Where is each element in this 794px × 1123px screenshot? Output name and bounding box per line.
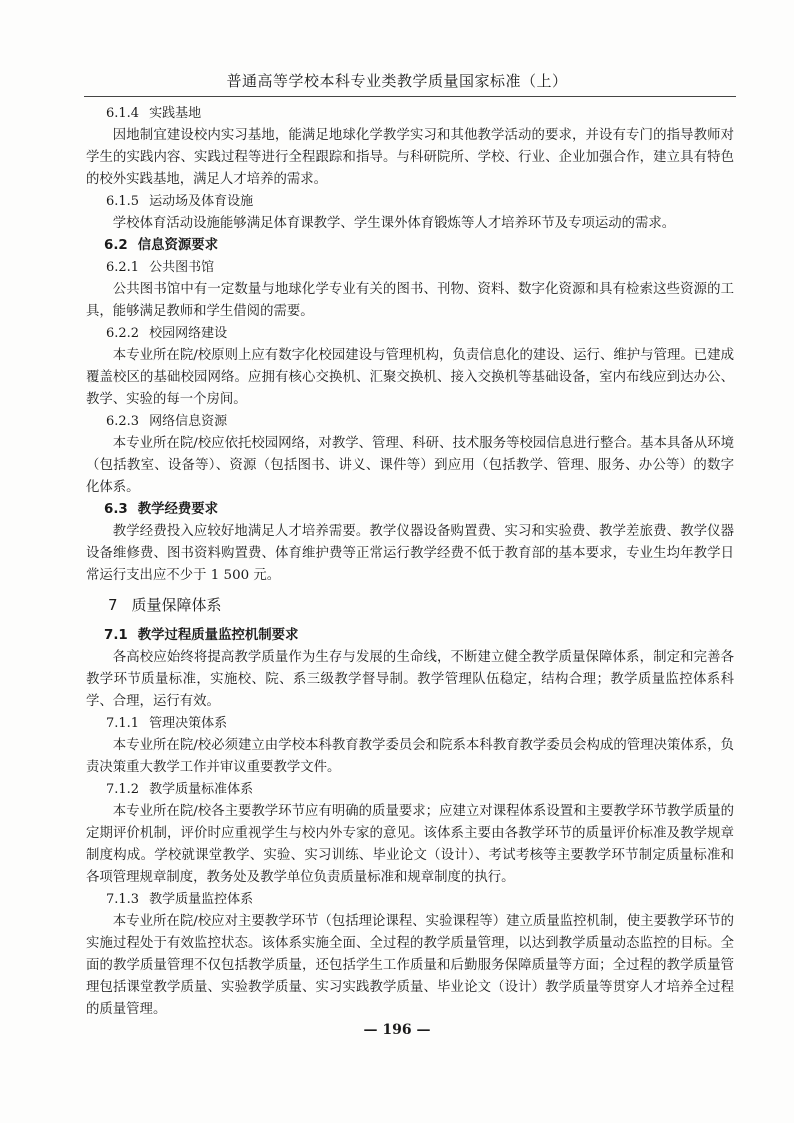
heading-7-1-2: 7.1.2 教学质量标准体系 — [106, 782, 254, 797]
paragraph-practice-base: 因地制宜建设校内实习基地，能满足地球化学教学实习和其他教学活动的要求，并设有专门的指导教师对学生的实践内容、实践过程等进行全程跟踪和指导。与科研院所、学校、行业、企业加强合作，建立具有特色的校外实践基地，满足人才培养的需求。 — [86, 128, 734, 187]
running-header-title: 普通高等学校本科专业类教学质量国家标准（上） — [226, 72, 568, 90]
paragraph-network-resources: 本专业所在院/校应依托校园网络，对教学、管理、科研、技术服务等校园信息进行整合。基本具备从环境（包括教室、设备等）、资源（包括图书、讲义、课件等）到应用（包括教学、管理、服务、办公等）的数字化体系。 — [86, 436, 734, 495]
paragraph-public-library: 公共图书馆中有一定数量与地球化学专业有关的图书、刊物、资料、数字化资源和具有检索这些资源的工具，能够满足教师和学生借阅的需要。 — [86, 282, 734, 319]
heading-6-3: 6.3 教学经费要求 — [104, 502, 219, 517]
heading-6-2-3: 6.2.3 网络信息资源 — [106, 414, 228, 429]
heading-6-1-5: 6.1.5 运动场及体育设施 — [106, 194, 254, 209]
body-content — [86, 103, 734, 1021]
header-rule — [84, 96, 736, 97]
paragraph-quality-standards: 本专业所在院/校各主要教学环节应有明确的质量要求；应建立对课程体系设置和主要教学环节教学质量的定期评价机制，评价时应重视学生与校内外专家的意见。该体系主要由各教学环节的质量评价标准及教学规章制度构成。学校就课堂教学、实验、实习训练、毕业论文（设计）、考试考核等主要教学环节制定质量标准和各项管理规章制度，教务处及教学单位负责质量标准和规章制度的执行。 — [86, 804, 734, 885]
heading-7-1-3: 7.1.3 教学质量监控体系 — [106, 892, 254, 907]
heading-6-2-2: 6.2.2 校园网络建设 — [106, 326, 228, 341]
paragraph-quality-mechanism: 各高校应始终将提高教学质量作为生存与发展的生命线，不断建立健全教学质量保障体系，制定和完善各教学环节质量标准，实施校、院、系三级教学督导制。教学管理队伍稳定，结构合理；教学质量监控体系科学、合理，运行有效。 — [86, 650, 734, 709]
paragraph-campus-network: 本专业所在院/校原则上应有数字化校园建设与管理机构，负责信息化的建设、运行、维护与管理。已建成覆盖校区的基础校园网络。应拥有核心交换机、汇聚交换机、接入交换机等基础设备，室内布线应到达办公、教学、实验的每一个房间。 — [86, 348, 734, 407]
page-number: — 196 — — [363, 1022, 431, 1038]
paragraph-teaching-funds: 教学经费投入应较好地满足人才培养需要。教学仪器设备购置费、实习和实验费、教学差旅费、教学仪器设备维修费、图书资料购置费、体育维护费等正常运行教学经费不低于教育部的基本要求，专业生均年教学日常运行支出应不少于 1 500 元。 — [86, 524, 734, 583]
paragraph-sports-facilities: 学校体育活动设施能够满足体育课教学、学生课外体育锻炼等人才培养环节及专项运动的需求。 — [112, 216, 676, 231]
heading-6-2: 6.2 信息资源要求 — [104, 238, 219, 253]
heading-6-1-4: 6.1.4 实践基地 — [106, 106, 202, 121]
heading-7-1-1: 7.1.1 管理决策体系 — [106, 716, 228, 731]
heading-7: 7 质量保障体系 — [108, 596, 222, 614]
paragraph-decision-system: 本专业所在院/校必须建立由学校本科教育教学委员会和院系本科教育教学委员会构成的管理决策体系，负责决策重大教学工作并审议重要教学文件。 — [86, 738, 734, 775]
paragraph-quality-monitoring: 本专业所在院/校应对主要教学环节（包括理论课程、实验课程等）建立质量监控机制，使主要教学环节的实施过程处于有效监控状态。该体系实施全面、全过程的教学质量管理，以达到教学质量动态监控的目标。全面的教学质量管理不仅包括教学质量，还包括学生工作质量和后勤服务保障质量等方面；全过程的教学质量管理包括课堂教学质量、实验教学质量、实习实践教学质量、毕业论文（设计）教学质量等贯穿人才培养全过程的质量管理。 — [86, 914, 734, 1017]
heading-7-1: 7.1 教学过程质量监控机制要求 — [104, 628, 299, 643]
heading-6-2-1: 6.2.1 公共图书馆 — [106, 260, 215, 275]
